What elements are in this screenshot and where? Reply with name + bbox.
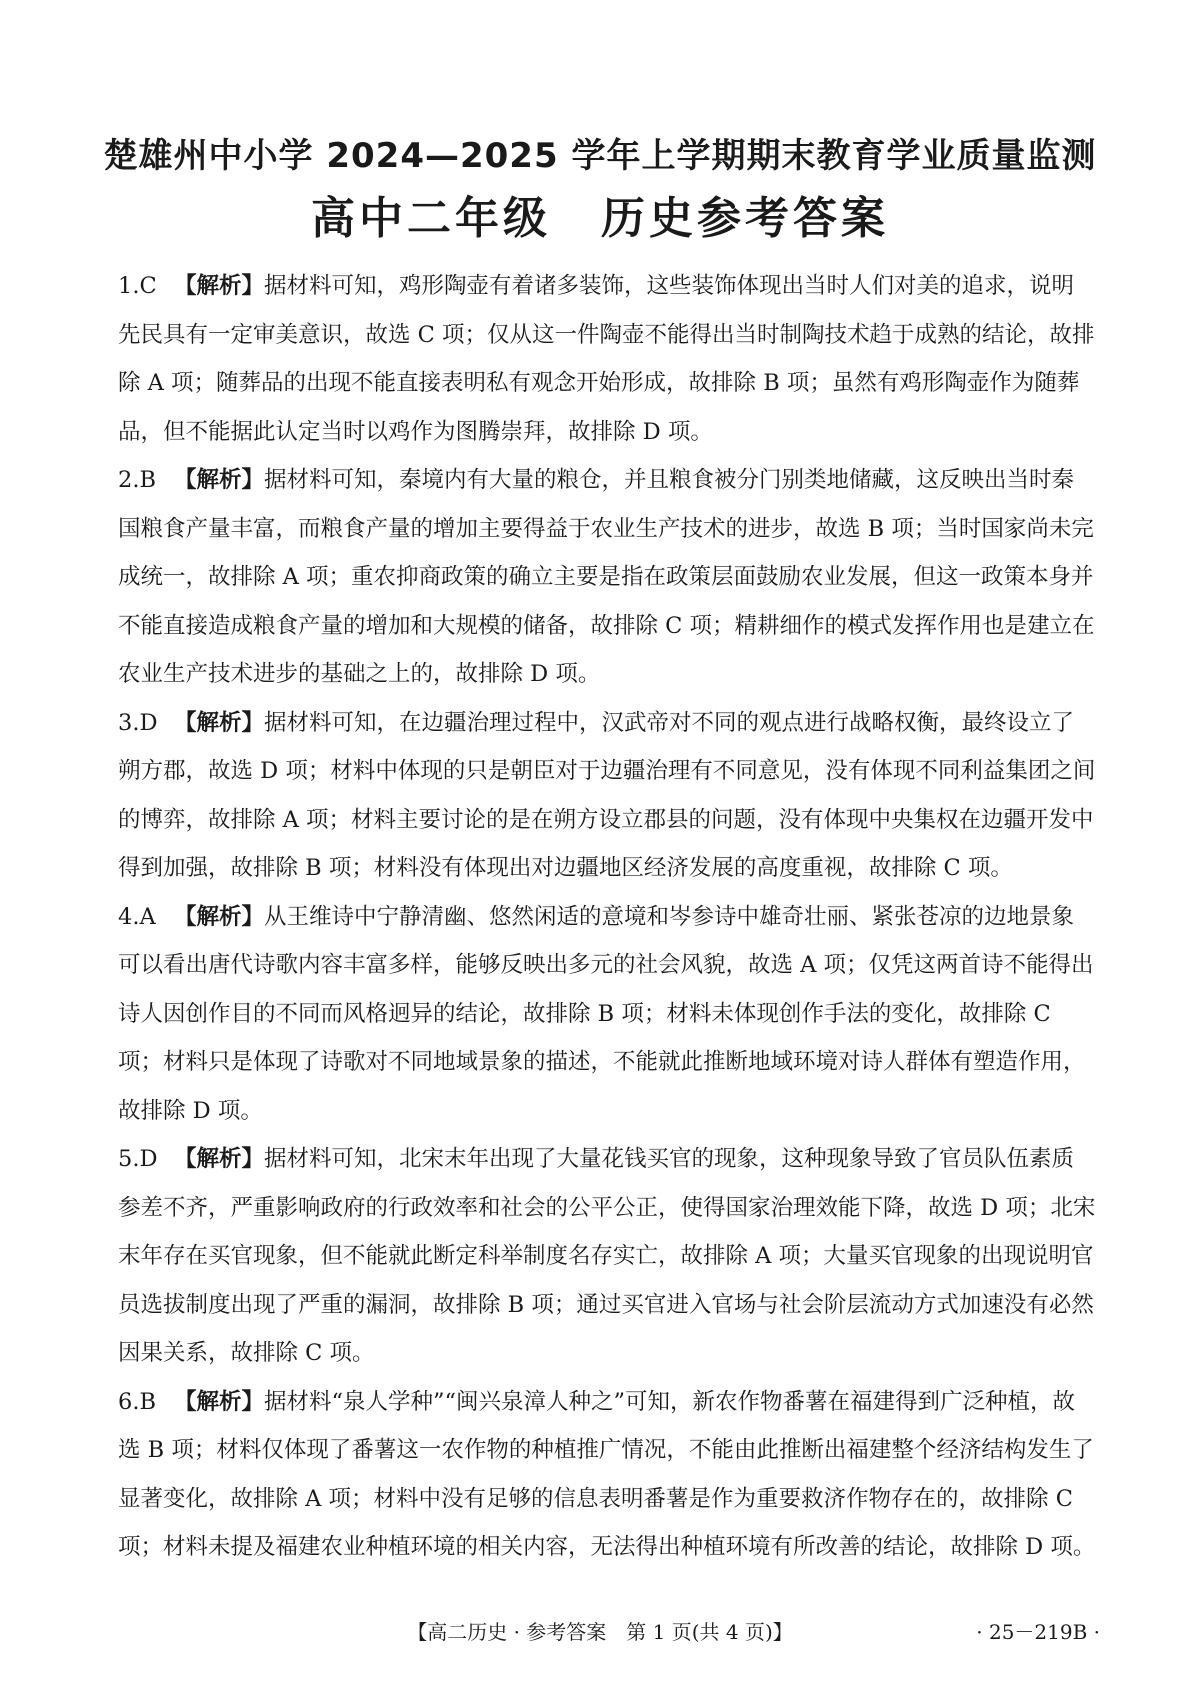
analysis-tag: 【解析】 — [174, 273, 265, 299]
answer-item-1 — [118, 262, 1096, 456]
answer-text: 据材料可知，秦境内有大量的粮仓，并且粮食被分门别类地储藏，这反映出当时秦国粮食产量丰富，而粮食产量的增加主要得益于农业生产技术的进步，故选 B 项；当时国家尚未完成统一，故排除 A 项；重农抑商政策的确立主要是指在政策层面鼓励农业发展，但这一政策本身并不能直接造成粮食产量的增加和大规模的储备，故排除 C 项；精耕细作的模式发挥作用也是建立在农业生产技术进步的基础之上的，故排除 D 项。 — [118, 467, 1095, 687]
subject-label: 历史参考答案 — [601, 193, 889, 244]
answer-number: 4.A — [118, 903, 156, 930]
analysis-tag: 【解析】 — [174, 1146, 265, 1172]
answer-number: 2.B — [118, 467, 157, 493]
answer-number: 5.D — [118, 1146, 158, 1172]
analysis-tag: 【解析】 — [174, 1388, 265, 1415]
answer-text: 从王维诗中宁静清幽、悠然闲适的意境和岑参诗中雄奇壮丽、紧张苍凉的边地景象可以看出唐代诗歌内容丰富多样，能够反映出多元的社会风貌，故选 A 项；仅凭这两首诗不能得出诗人因创作目的不同而风格迥异的结论，故排除 B 项；材料未体现创作手法的变化，故排除 C 项；材料只是体现了诗歌对不同地域景象的描述，不能就此推断地域环境对诗人群体有塑造作用，故排除 D 项。 — [118, 903, 1094, 1124]
answer-item-3 — [118, 699, 1096, 893]
answer-item-2 — [118, 456, 1096, 699]
answer-text: 据材料可知，北宋末年出现了大量花钱买官的现象，这种现象导致了官员队伍素质参差不齐，严重影响政府的行政效率和社会的公平公正，使得国家治理效能下降，故选 D 项；北宋末年存在买官现象，但不能就此断定科举制度名存实亡，故排除 A 项；大量买官现象的出现说明官员选拔制度出现了严重的漏洞，故排除 B 项；通过买官进入官场与社会阶层流动方式加速没有必然因果关系，故排除 C 项。 — [118, 1146, 1096, 1366]
analysis-tag: 【解析】 — [174, 467, 265, 493]
page-footer — [0, 1616, 1200, 1645]
grade-label: 高中二年级 — [311, 193, 551, 244]
answer-item-6 — [118, 1378, 1096, 1572]
answer-item-4 — [118, 893, 1096, 1136]
answer-key-title — [0, 182, 1200, 246]
page-indicator: 【高二历史 · 参考答案 第 1 页(共 4 页)】 — [407, 1620, 793, 1644]
answer-number: 6.B — [118, 1388, 157, 1415]
answer-list — [118, 262, 1096, 1572]
answer-number: 3.D — [118, 709, 158, 736]
exam-title: 楚雄州中小学 2024—2025 学年上学期期末教育学业质量监测 — [103, 136, 1097, 176]
answer-text: 据材料“泉人学种”“闽兴泉漳人种之”可知，新农作物番薯在福建得到广泛种植，故选 B 项；材料仅体现了番薯这一农作物的种植推广情况，不能由此推断出福建整个经济结构发生了显著变化，故排除 A 项；材料中没有足够的信息表明番薯是作为重要救济作物存在的，故排除 C 项；材料未提及福建农业种植环境的相关内容，无法得出种植环境有所改善的结论，故排除 D 项。 — [118, 1388, 1096, 1560]
answer-item-5 — [118, 1135, 1096, 1378]
answer-text: 据材料可知，鸡形陶壶有着诸多装饰，这些装饰体现出当时人们对美的追求，说明先民具有一定审美意识，故选 C 项；仅从这一件陶壶不能得出当时制陶技术趋于成熟的结论，故排除 A 项；随葬品的出现不能直接表明私有观念开始形成，故排除 B 项；虽然有鸡形陶壶作为随葬品，但不能据此认定当时以鸡作为图腾崇拜，故排除 D 项。 — [118, 273, 1095, 445]
answer-number: 1.C — [118, 273, 157, 299]
answer-text: 据材料可知，在边疆治理过程中，汉武帝对不同的观点进行战略权衡，最终设立了朔方郡，故选 D 项；材料中体现的只是朝臣对于边疆治理有不同意见，没有体现不同利益集团之间的博弈，故排除 A 项；材料主要讨论的是在朔方设立郡县的问题，没有体现中央集权在边疆开发中得到加强，故排除 B 项；材料没有体现出对边疆地区经济发展的高度重视，故排除 C 项。 — [118, 709, 1096, 881]
analysis-tag: 【解析】 — [174, 903, 265, 930]
document-code: · 25－219B · — [976, 1620, 1100, 1644]
analysis-tag: 【解析】 — [174, 709, 265, 736]
